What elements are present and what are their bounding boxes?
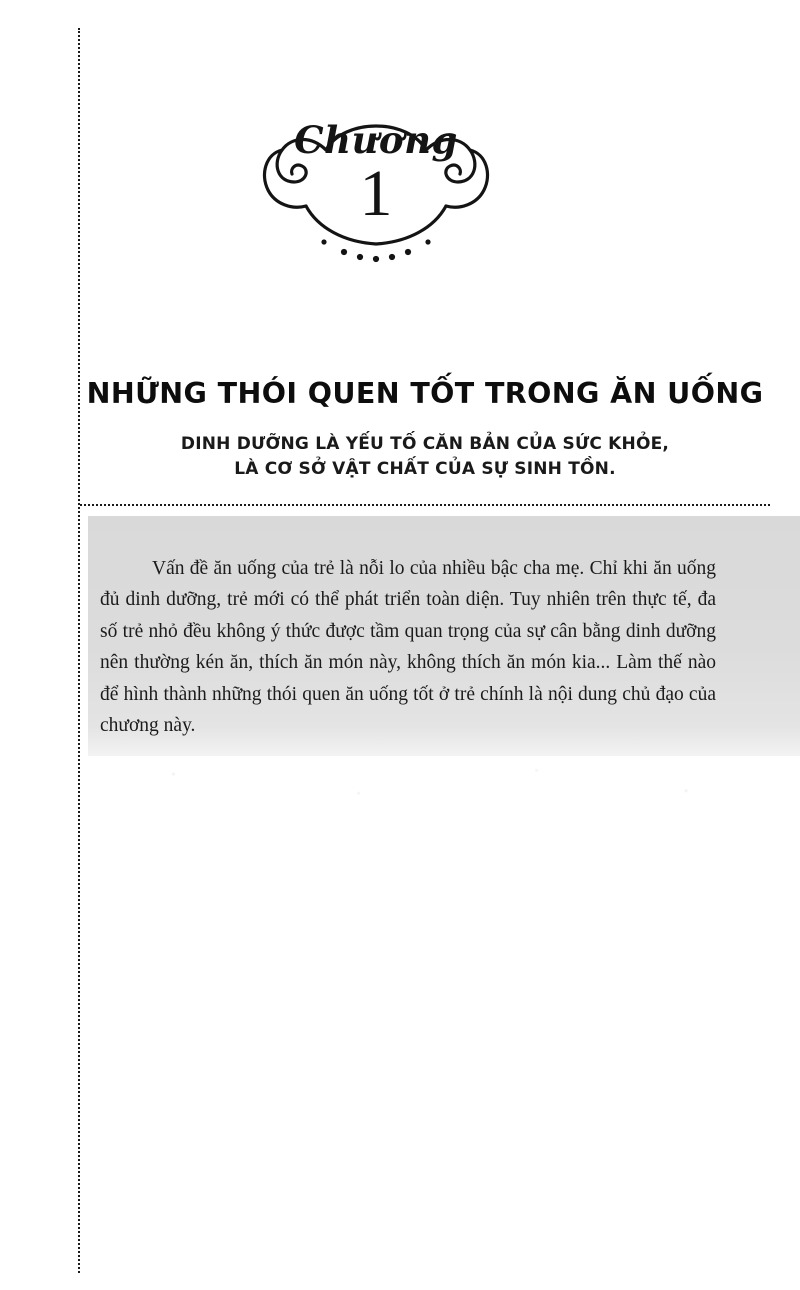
page-subtitle — [80, 432, 770, 482]
subtitle-line-2: LÀ CƠ SỞ VẬT CHẤT CỦA SỰ SINH TỒN. — [234, 459, 616, 479]
subtitle-line-1: DINH DƯỠNG LÀ YẾU TỐ CĂN BẢN CỦA SỨC KHỎE, — [180, 434, 670, 454]
chapter-ornament — [248, 96, 504, 276]
page-title: NHỮNG THÓI QUEN TỐT TRONG ĂN UỐNG — [86, 377, 764, 411]
dotted-horizontal-rule — [80, 504, 770, 506]
chapter-label: Chương — [294, 118, 458, 162]
intro-paragraph: Vấn đề ăn uống của trẻ là nỗi lo của nhiều bậc cha mẹ. Chỉ khi ăn uống đủ dinh dưỡng, trẻ mới có thể phát triển toàn diện. Tuy nhiên trên thực tế, đa số trẻ nhỏ đều không ý thức được tầm quan trọng của sự cân bằng dinh dưỡng nên thường kén ăn, thích ăn món này, không thích ăn món kia... Làm thế nào để hình thành những thói quen ăn uống tốt ở trẻ chính là nội dung chủ đạo của chương này. — [100, 557, 716, 736]
chapter-number: 1 — [359, 157, 393, 230]
scan-artifact — [88, 756, 800, 816]
dotted-vertical-rule — [78, 28, 80, 1273]
